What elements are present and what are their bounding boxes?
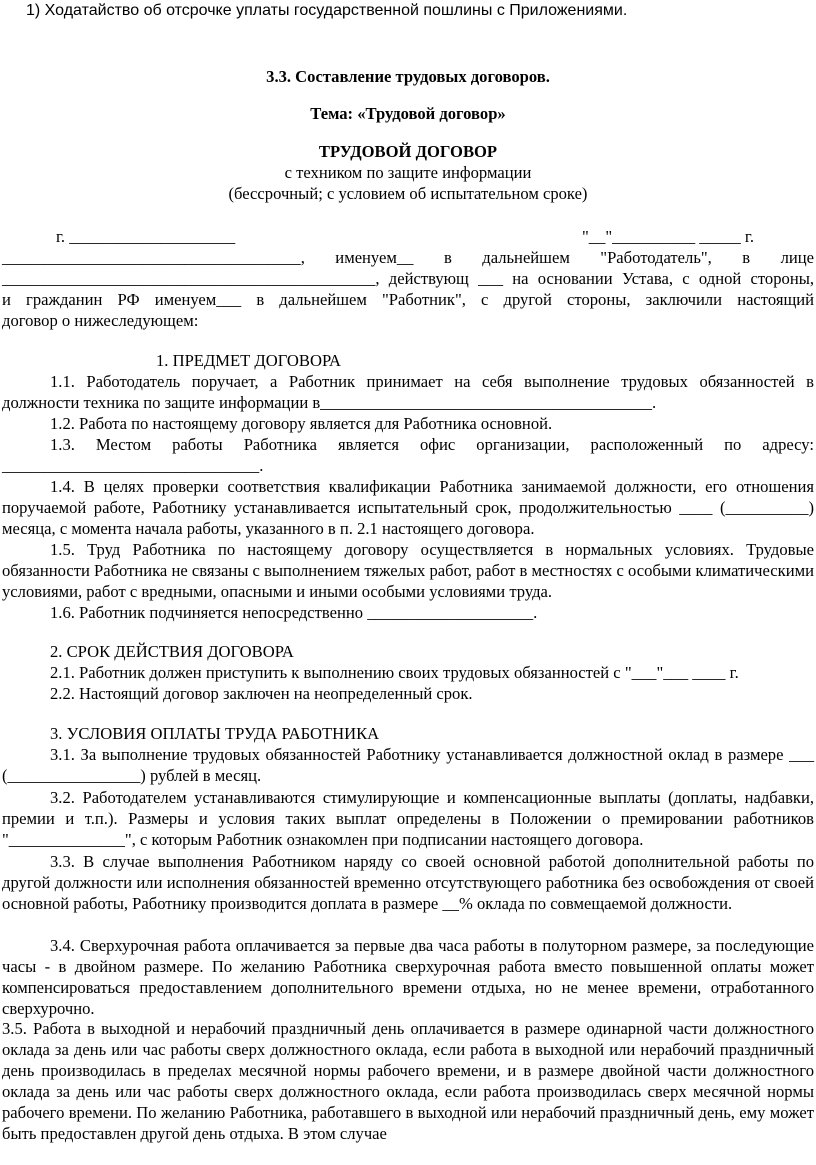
clause-1-2: 1.2. Работа по настоящему договору является для Работника основной. (50, 414, 553, 433)
clause-1-1: 1.1. Работодатель поручает, а Работник принимает на себя выполнение трудовых обязанностей в должности техника по защите информации в________________________________________. (2, 372, 814, 412)
contract-subtitle-position: с техником по защите информации (284, 163, 532, 182)
section-2-heading: 2. СРОК ДЕЙСТВИЯ ДОГОВОРА (50, 642, 294, 661)
clause-2-2: 2.2. Настоящий договор заключен на неопределенный срок. (50, 684, 473, 703)
clause-3-1: 3.1. За выполнение трудовых обязанностей Работнику устанавливается должностной оклад в размере ___ (________________) рублей в месяц. (2, 745, 814, 785)
clause-2-1: 2.1. Работник должен приступить к выполнению своих трудовых обязанностей с "___"___ ____ г. (50, 663, 739, 682)
contract-subtitle-term: (бессрочный; с условием об испытательном сроке) (228, 184, 588, 203)
section-3-heading: 3. УСЛОВИЯ ОПЛАТЫ ТРУДА РАБОТНИКА (50, 724, 380, 743)
header-list-item: 1) Ходатайство об отсрочке уплаты государственной пошлины с Приложениями. (26, 2, 628, 19)
clause-1-6: 1.6. Работник подчиняется непосредственно ____________________. (50, 603, 538, 622)
preamble-line-2: _____________________________________________, действующ ___ на основании Устава, с одной стороны, (2, 269, 814, 288)
section-1-heading: 1. ПРЕДМЕТ ДОГОВОРА (156, 351, 342, 370)
clause-1-3: 1.3. Местом работы Работника является офис организации, расположенный по адресу: _______________________________. (2, 435, 814, 475)
clause-1-4: 1.4. В целях проверки соответствия квалификации Работника занимаемой должности, его отношения поручаемой работе, Работнику устанавливается испытательный срок, продолжительностью ____ (__________) месяца, с момента начала работы, указанного в п. 2.1 настоящего договора. (2, 477, 814, 538)
topic-title: Тема: «Трудовой договор» (310, 104, 506, 123)
clause-3-2: 3.2. Работодателем устанавливаются стимулирующие и компенсационные выплаты (доплаты, надбавки, премии и т.п.). Размеры и условия таких выплат определены в Положении о премировании работников "______________", с которым Работник ознакомлен при подписании настоящего договора. (2, 788, 814, 849)
contract-title: ТРУДОВОЙ ДОГОВОР (318, 142, 498, 161)
city-field: г. ____________________ (56, 227, 236, 246)
preamble-line-1: ____________________________________, именуем__ в дальнейшем "Работодатель", в лице (2, 248, 814, 267)
clause-1-5: 1.5. Труд Работника по настоящему договору осуществляется в нормальных условиях. Трудовые обязанности Работника не связаны с выполнением тяжелых работ, работ в местностях с особыми климатическими условиями, работ с вредными, опасными и иными особыми условиями труда. (2, 540, 814, 601)
clause-3-4: 3.4. Сверхурочная работа оплачивается за первые два часа работы в полуторном размере, за последующие часы - в двойном размере. По желанию Работника сверхурочная работа вместо повышенной оплаты может компенсироваться предоставлением дополнительного времени отдыха, но не менее времени, отработанного сверхурочно. (2, 936, 814, 1018)
section-title: 3.3. Составление трудовых договоров. (266, 67, 550, 86)
clause-3-3: 3.3. В случае выполнения Работником наряду со своей основной работой дополнительной работы по другой должности или исполнения обязанностей временно отсутствующего работника без освобождения от своей основной работы, Работнику производится доплата в размере __% оклада по совмещаемой должности. (2, 852, 814, 913)
clause-3-5: 3.5. Работа в выходной и нерабочий праздничный день оплачивается в размере одинарной части должностного оклада за день или час работы сверх должностного оклада, если работа в выходной или нерабочий праздничный день производилась в пределах месячной нормы рабочего времени, и в размере двойной части должностного оклада за день или час работы сверх должностного оклада, если работа производилась сверх месячной нормы рабочего времени. По желанию Работника, работавшего в выходной или нерабочий праздничный день, ему может быть предоставлен другой день отдыха. В этом случае (2, 1019, 814, 1143)
preamble-line-3: и гражданин РФ именуем___ в дальнейшем "Работник", с другой стороны, заключили настоящий (2, 290, 814, 309)
date-field: "__"__________ _____ г. (582, 227, 754, 246)
preamble-line-4: договор о нижеследующем: (2, 311, 199, 330)
